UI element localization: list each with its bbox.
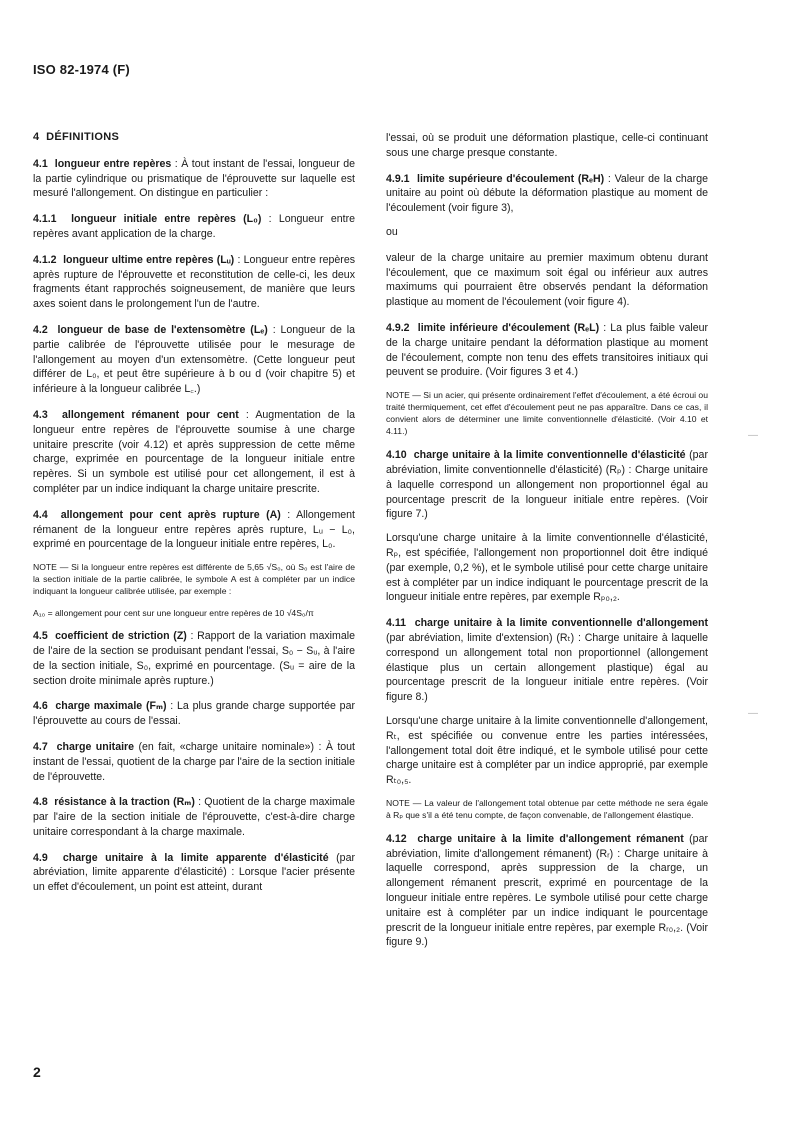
scan-mark: — — [748, 430, 758, 441]
or-connector: ou — [386, 225, 398, 238]
definition-4-1-1: 4.1.1 longueur initiale entre repères (L₀) : Longueur entre repères avant application de la charge. — [33, 213, 355, 240]
left-column — [33, 130, 355, 904]
definition-4-2: 4.2 longueur de base de l'extensomètre (Lₑ) : Longueur de la partie calibrée de l'éprouvette utilisée pour le mesurage de l'allongement au moyen d'un extensomètre. (Cette longueur peut différer de L₀, et peut être supérieure à b ou d (voir chapitre 5) et inférieure à la longueur calibrée L꜀.) — [33, 323, 356, 396]
page-number: 2 — [33, 1064, 41, 1080]
definition-4-3: 4.3 allongement rémanent pour cent : Augmentation de la longueur entre repères de l'éprouvette soumise à une charge unitaire prescrite (voir 4.12) et après suppression de cette même charge, exprimée en pourcentage de la longueur initiale entre repères. Si un symbole est utilisé pour cet allongement, il est à compléter par un indice indiquant la charge unitaire prescrite. — [33, 408, 355, 495]
definition-4-7: 4.7 charge unitaire (en fait, «charge unitaire nominale») : À tout instant de l'essai, quotient de la charge par l'aire de la section initiale de l'éprouvette. — [33, 740, 355, 783]
definition-4-9-2: 4.9.2 limite inférieure d'écoulement (RₑL) : La plus faible valeur de la charge unitaire pendant la déformation plastique au moment de l'écoulement, compte non tenu des effets transitoires initiaux qui peuvent se produire. (Voir figures 3 et 4.) — [386, 321, 709, 379]
definition-4-9-1: 4.9.1 limite supérieure d'écoulement (RₑH) : Valeur de la charge unitaire au point où débute la déformation plastique au moment de l'écoulement (voir figure 3), — [386, 172, 708, 215]
definition-4-6: 4.6 charge maximale (Fₘ) : La plus grande charge supportée par l'éprouvette au cours de l'essai. — [33, 700, 355, 728]
definition-4-10-detail: Lorsqu'une charge unitaire à la limite conventionnelle d'élasticité, Rₚ, est spécifiée, l'allongement non proportionnel doit être indiqué (par exemple, 0,2 %), et le symbole utilisé pour cette charge unitaire est à compléter par un indice indiquant le pourcentage prescrit de la longueur initiale entre repères, par exemple Rₚ₀,₂. — [386, 532, 708, 604]
scan-mark: — — [748, 708, 758, 719]
definition-4-8: 4.8 résistance à la traction (Rₘ) : Quotient de la charge maximale par l'aire de la section initiale de l'éprouvette, c'est-à-dire charge unitaire correspondant à la charge maximale. — [33, 796, 355, 838]
definition-4-10: 4.10 charge unitaire à la limite conventionnelle d'élasticité (par abréviation, limite conventionnelle d'élasticité) (Rₚ) : Charge unitaire à laquelle correspond un allongement non proportionnel égal au pourcentage prescrit de la longueur initiale entre repères. (Voir figure 7.) — [386, 449, 708, 521]
definition-4-1-2: 4.1.2 longueur ultime entre repères (Lᵤ) : Longueur entre repères après rupture de l'éprouvette et reconstitution de celle-ci, les deux fragments étant rapprochés soigneusement, de manière que leurs axes soient dans le prolongement l'un de l'autre. — [33, 253, 356, 311]
note-4-9-2: NOTE — Si un acier, qui présente ordinairement l'effet d'écoulement, a été écroui ou traité thermiquement, cet effet d'écoulement peut ne pas apparaître. Dans ce cas, il convient alors de déterminer une limite conventionnelle d'élasticité. (Voir 4.10 et 4.11.) — [386, 390, 708, 437]
definition-4-1: 4.1 longueur entre repères : À tout instant de l'essai, longueur de la partie cylindrique ou prismatique de l'éprouvette sur laquelle est mesuré l'allongement. On distingue en particulier : — [33, 157, 356, 200]
definition-4-9-1-alternative: valeur de la charge unitaire au premier maximum obtenu durant l'écoulement, que ce maximum soit égal ou inférieur aux autres maximums qui pourraient être observés pendant la déformation plastique au moment de l'écoulement (voir figure 4). — [386, 251, 708, 309]
definition-4-11-detail: Lorsqu'une charge unitaire à la limite conventionnelle d'allongement, Rₜ, est spécifiée ou convenue entre les parties intéressées, l'allongement total doit être indiqué, et le symbole utilisé pour cette charge unitaire est à compléter par un indice approprié, par exemple Rₜ₀,₅. — [386, 714, 708, 787]
definition-4-11: 4.11 charge unitaire à la limite conventionnelle d'allongement (par abréviation, limite d'extension) (Rₜ) : Charge unitaire à laquelle correspond un allongement total non proportionnel (allongement élastique plus un certain allongement plastique) égal au pourcentage prescrit de la longueur initiale entre repères. (Voir figure 8.) — [386, 617, 708, 704]
note-4-4: NOTE — Si la longueur entre repères est différente de 5,65 √S₀, où S₀ est l'aire de la section initiale de la partie calibrée, le symbole A est à compléter par un indice indiquant la longueur calibrée utilisée, par exemple : — [33, 562, 355, 597]
note-4-11: NOTE — La valeur de l'allongement total obtenue par cette méthode ne sera égale à Rₚ que s'il a été tenu compte, de façon convenable, de l'allongement élastique. — [386, 797, 708, 820]
definition-4-4: 4.4 allongement pour cent après rupture (A) : Allongement rémanent de la longueur entre repères après rupture, Lᵤ − L₀, exprimé en pourcentage de la longueur initiale entre repères, L₀. — [33, 508, 356, 551]
definition-4-5: 4.5 coefficient de striction (Z) : Rapport de la variation maximale de l'aire de la section se produisant pendant l'essai, S₀ − Sᵤ, à l'aire de la section initiale, S₀, exprimé en pourcentage. (Sᵤ = aire de la section droite minimale après rupture.) — [33, 630, 355, 687]
section-heading: 4 DÉFINITIONS — [33, 131, 120, 143]
document-header: ISO 82-1974 (F) — [33, 62, 130, 77]
definition-4-9: 4.9 charge unitaire à la limite apparente d'élasticité (par abréviation, limite apparente d'élasticité) : Lorsque l'acier présente un effet d'écoulement, un point est atteint, durant — [33, 851, 355, 894]
formula-a10: A₁₀ = allongement pour cent sur une longueur entre repères de 10 √4S₀/π — [33, 608, 314, 619]
definition-4-9-continued: l'essai, où se produit une déformation plastique, celle-ci continuant sous une charge presque constante. — [386, 132, 708, 159]
right-column — [386, 131, 708, 959]
definition-4-12: 4.12 charge unitaire à la limite d'allongement rémanent (par abréviation, limite d'allongement rémanent) (Rᵣ) : Charge unitaire à laquelle correspond, après suppression de la charge, un allongement rémanent prescrit, exprimé en pourcentage de la longueur initiale entre repères. Le symbole utilisé pour cette charge unitaire est à compléter par un indice indiquant le pourcentage prescrit de la longueur initiale entre repères, par exemple Rᵣ₀,₂. (Voir figure 9.) — [386, 832, 708, 949]
